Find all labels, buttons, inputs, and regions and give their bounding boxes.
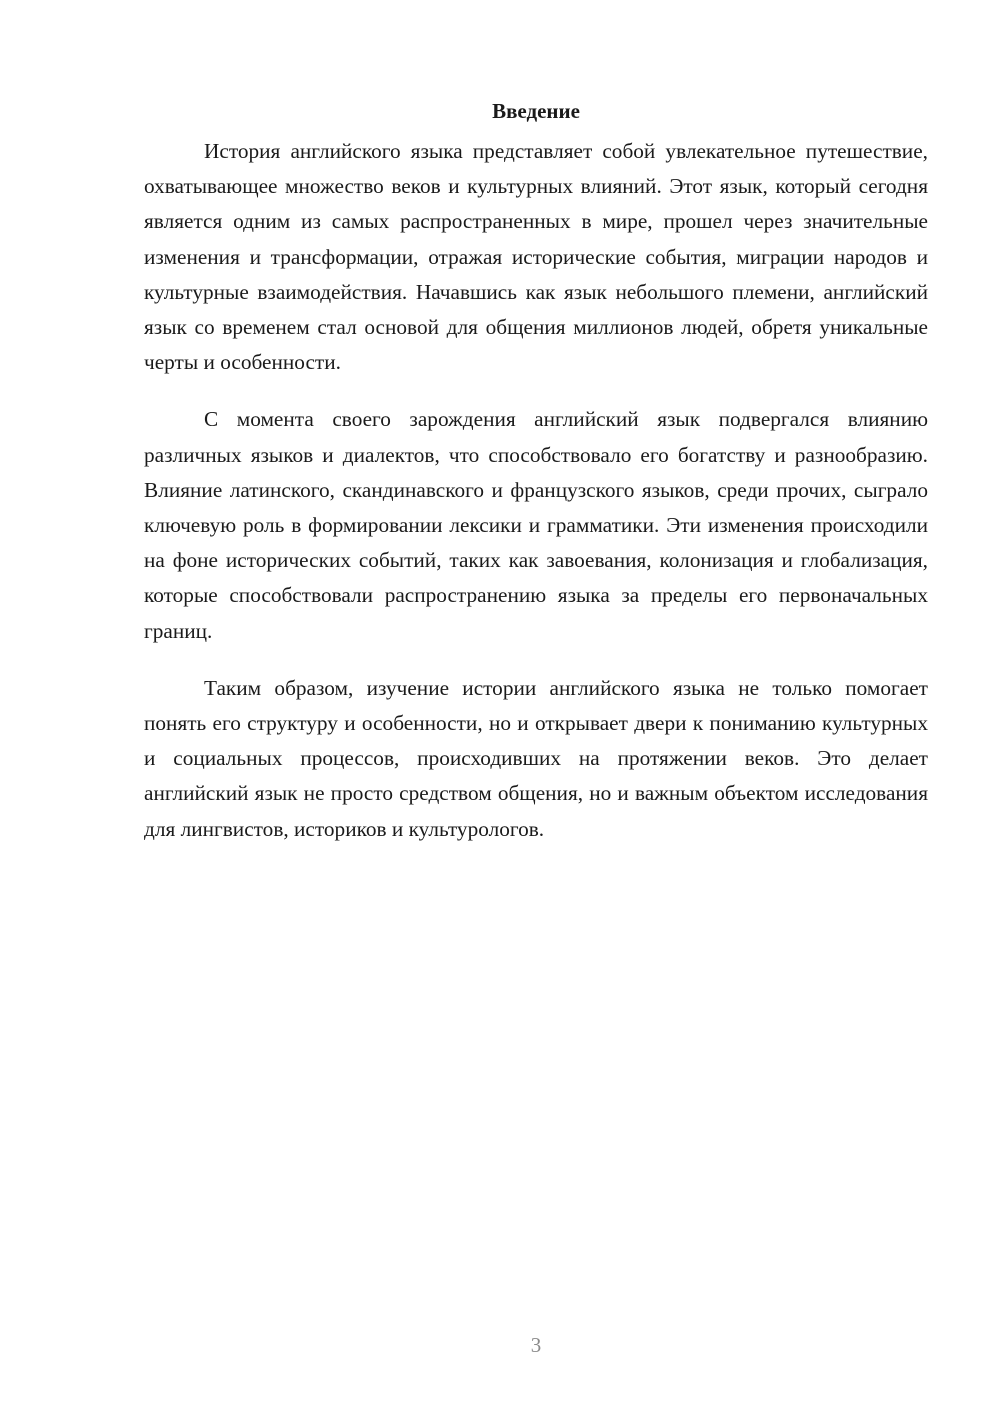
page-number: 3	[530, 1333, 542, 1357]
page-content	[144, 96, 928, 869]
page-title: Введение	[492, 99, 580, 123]
paragraph-2: С момента своего зарождения английский язык подвергался влиянию различных языков и диалектов, что способствовало его богатству и разнообразию. Влияние латинского, скандинавского и французского языков, среди прочих, сыграло ключевую роль в формировании лексики и грамматики. Эти изменения происходили на фоне исторических событий, таких как завоевания, колонизация и глобализация, которые способствовали распространению языка за пределы его первоначальных границ.	[144, 407, 928, 643]
paragraph-3: Таким образом, изучение истории английского языка не только помогает понять его структуру и особенности, но и открывает двери к пониманию культурных и социальных процессов, происходивших на протяжении веков. Это делает английский язык не просто средством общения, но и важным объектом исследования для лингвистов, историков и культурологов.	[144, 675, 928, 841]
paragraph-1: История английского языка представляет собой увлекательное путешествие, охватывающее множество веков и культурных влияний. Этот язык, который сегодня является одним из самых распространенных в мире, прошел через значительные изменения и трансформации, отражая исторические события, миграции народов и культурные взаимодействия. Начавшись как язык небольшого племени, английский язык со временем стал основой для общения миллионов людей, обретя уникальные черты и особенности.	[144, 139, 928, 375]
